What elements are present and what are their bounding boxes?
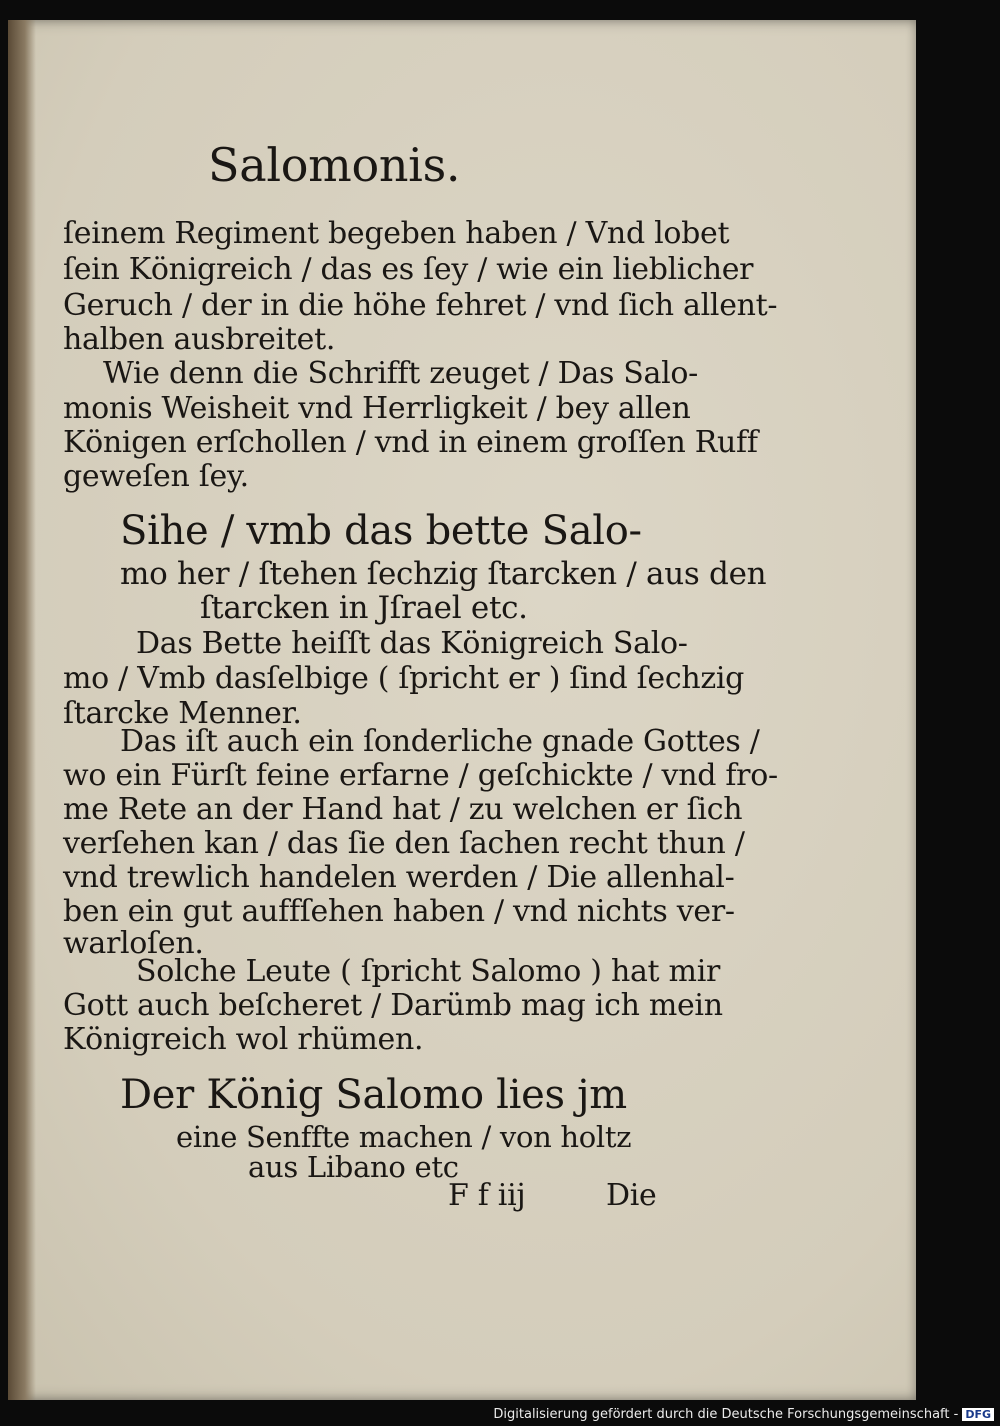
section-heading-line: aus Libano etc	[248, 1150, 459, 1184]
text-line: warloſen.	[63, 926, 204, 961]
text-line: Solche Leute ( ſpricht Salomo ) hat mir	[136, 954, 721, 989]
running-header: Salomonis.	[208, 138, 461, 192]
text-line: Geruch / der in die hӧhe fehret / vnd ſich allent-	[63, 288, 778, 323]
text-line: Das Bette heiſſt das Kӧnigreich Salo-	[136, 626, 688, 661]
catchword: Die	[606, 1178, 657, 1213]
text-line: wo ein Fürſt feine erfarne / geſchickte / vnd fro-	[63, 758, 778, 793]
text-line: geweſen ſey.	[63, 459, 249, 494]
text-line: me Rete an der Hand hat / zu welchen er ſich	[63, 792, 743, 827]
text-line: ben ein gut auffſehen haben / vnd nichts ver-	[63, 894, 735, 929]
section-heading-line: ſtarcken in Jſrael etc.	[200, 590, 528, 626]
section-heading-line: Sihe / vmb das bette Salo-	[120, 508, 642, 554]
text-line: Kӧnigreich wol rhümen.	[63, 1022, 424, 1057]
text-line: Wie denn die Schrifft zeuget / Das Salo-	[103, 356, 699, 391]
text-line: ſtarcke Menner.	[63, 696, 302, 731]
text-line: Das iſt auch ein ſonderliche gnade Gottes /	[120, 724, 760, 759]
section-heading-line: eine Senffte machen / von holtz	[176, 1120, 632, 1154]
text-line: mo / Vmb dasſelbige ( ſpricht er ) ſind ſechzig	[63, 661, 745, 696]
text-line: ſeinem Regiment begeben haben / Vnd lobet	[63, 216, 730, 251]
credit-text: Digitalisierung gefördert durch die Deutsche Forschungsgemeinschaft -	[493, 1407, 959, 1422]
text-line: Gott auch beſcheret / Darümb mag ich mein	[63, 988, 723, 1023]
digitization-credit	[493, 1407, 994, 1422]
text-line: ſein Kӧnigreich / das es ſey / wie ein lieblicher	[63, 252, 754, 287]
page-text	[8, 20, 916, 1400]
text-line: verſehen kan / das ſie den ſachen recht thun /	[63, 826, 745, 861]
text-line: Kӧnigen erſchollen / vnd in einem groſſen Ruff	[63, 425, 758, 460]
text-line: halben ausbreitet.	[63, 322, 336, 357]
section-heading-line: mo her / ſtehen ſechzig ſtarcken / aus den	[120, 556, 767, 592]
text-line: vnd trewlich handelen werden / Die allenhal-	[63, 860, 735, 895]
dfg-logo: DFG	[962, 1408, 994, 1421]
signature-mark: F f iij	[448, 1178, 526, 1213]
section-heading-line: Der Kӧnig Salomo lies jm	[120, 1072, 627, 1118]
book-page	[8, 20, 916, 1400]
text-line: monis Weisheit vnd Herrligkeit / bey allen	[63, 391, 691, 426]
